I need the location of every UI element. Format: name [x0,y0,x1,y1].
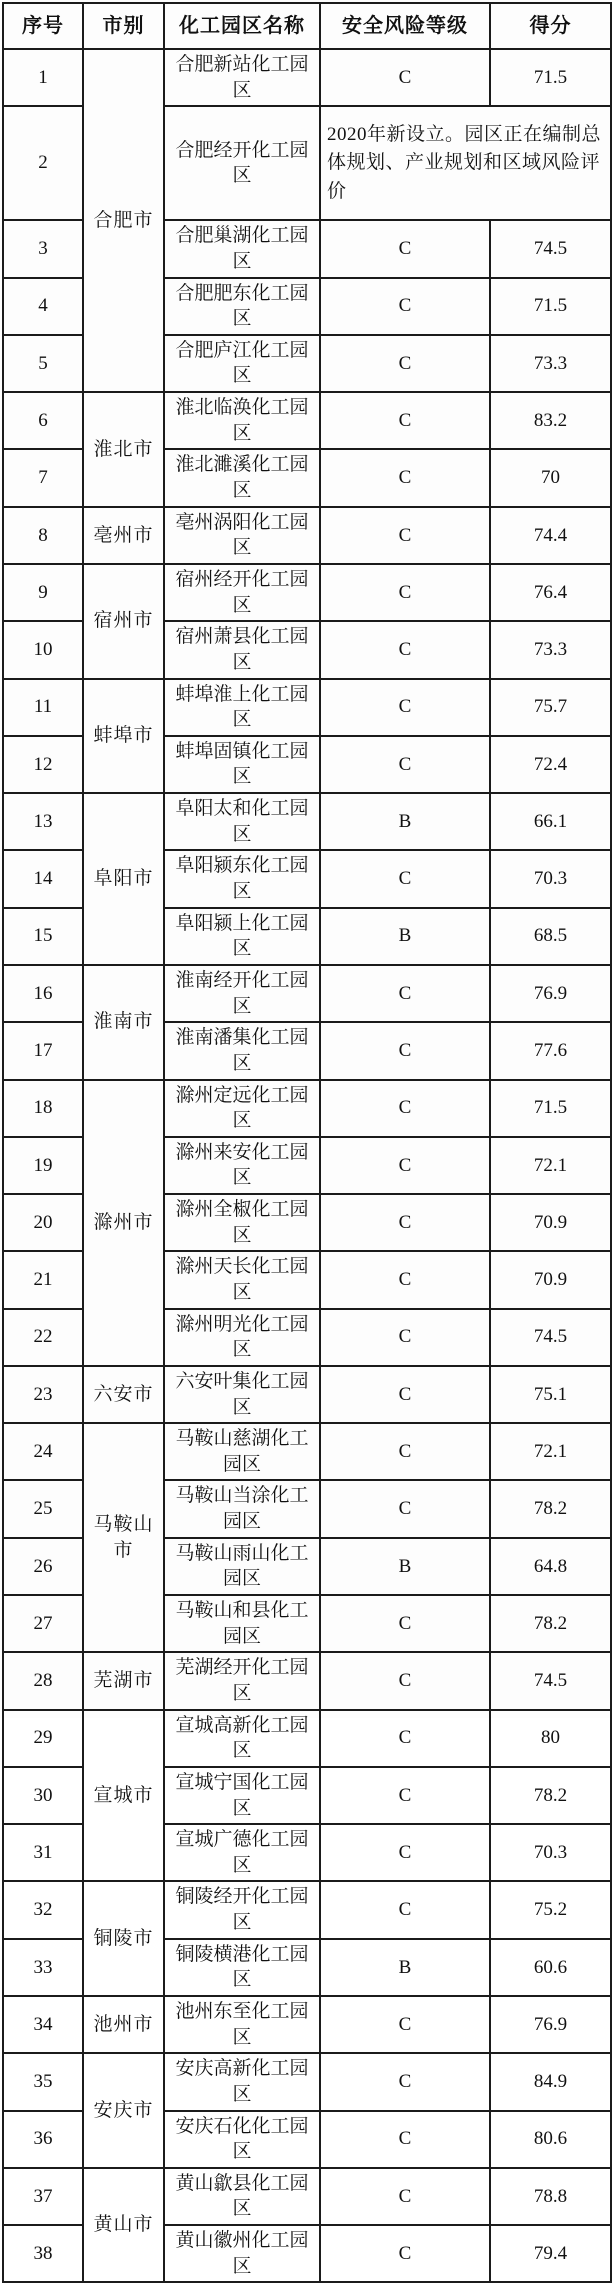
city-cell: 黄山市 [83,2168,164,2283]
serial-cell: 33 [3,1939,83,1996]
park-name-cell: 宿州萧县化工园区 [164,621,320,678]
risk-level-cell: C [320,1366,490,1423]
table-row [3,49,611,106]
score-cell: 72.1 [490,1137,611,1194]
serial-cell: 25 [3,1480,83,1537]
park-name-cell: 黄山徽州化工园区 [164,2225,320,2282]
serial-cell: 23 [3,1366,83,1423]
column-header-serial: 序号 [3,3,83,49]
risk-level-cell: C [320,278,490,335]
park-name-cell: 阜阳颍上化工园区 [164,908,320,965]
risk-level-cell: C [320,2225,490,2282]
park-name-cell: 淮北濉溪化工园区 [164,449,320,506]
score-cell: 78.8 [490,2168,611,2225]
park-name-cell: 滁州全椒化工园区 [164,1194,320,1251]
table-row [3,564,611,621]
park-name-cell: 亳州涡阳化工园区 [164,507,320,564]
serial-cell: 13 [3,793,83,850]
column-header-city: 市别 [83,3,164,49]
risk-level-cell: C [320,1710,490,1767]
score-cell: 84.9 [490,2053,611,2110]
table-row [3,965,611,1022]
city-cell: 宣城市 [83,1710,164,1882]
city-cell: 宿州市 [83,564,164,679]
park-name-cell: 宣城广德化工园区 [164,1824,320,1881]
table-row [3,1366,611,1423]
serial-cell: 14 [3,850,83,907]
table-row [3,1710,611,1767]
risk-level-cell: C [320,736,490,793]
risk-level-cell: C [320,1022,490,1079]
serial-cell: 37 [3,2168,83,2225]
score-cell: 60.6 [490,1939,611,1996]
risk-level-cell: C [320,1137,490,1194]
risk-level-cell: C [320,335,490,392]
park-name-cell: 宣城高新化工园区 [164,1710,320,1767]
risk-level-cell: C [320,1881,490,1938]
park-name-cell: 马鞍山当涂化工园区 [164,1480,320,1537]
score-cell: 71.5 [490,49,611,106]
risk-level-cell: C [320,449,490,506]
risk-level-cell: C [320,850,490,907]
score-cell: 74.5 [490,220,611,277]
score-cell: 66.1 [490,793,611,850]
serial-cell: 24 [3,1423,83,1480]
risk-level-cell: C [320,2111,490,2168]
table-row [3,2053,611,2110]
serial-cell: 20 [3,1194,83,1251]
score-cell: 78.2 [490,1767,611,1824]
header-row [3,3,611,49]
serial-cell: 26 [3,1538,83,1595]
risk-level-cell: C [320,1080,490,1137]
park-name-cell: 蚌埠淮上化工园区 [164,679,320,736]
risk-level-cell: C [320,2168,490,2225]
note-cell: 2020年新设立。园区正在编制总体规划、产业规划和区域风险评价 [320,106,611,220]
serial-cell: 22 [3,1309,83,1366]
score-cell: 73.3 [490,335,611,392]
serial-cell: 28 [3,1652,83,1709]
serial-cell: 18 [3,1080,83,1137]
park-name-cell: 安庆高新化工园区 [164,2053,320,2110]
park-name-cell: 合肥庐江化工园区 [164,335,320,392]
serial-cell: 36 [3,2111,83,2168]
risk-level-cell: C [320,1824,490,1881]
table-row [3,1423,611,1480]
risk-level-cell: C [320,1652,490,1709]
risk-level-cell: C [320,564,490,621]
score-cell: 75.7 [490,679,611,736]
table-row [3,679,611,736]
serial-cell: 35 [3,2053,83,2110]
city-cell: 蚌埠市 [83,679,164,794]
park-name-cell: 芜湖经开化工园区 [164,1652,320,1709]
serial-cell: 19 [3,1137,83,1194]
park-name-cell: 滁州定远化工园区 [164,1080,320,1137]
score-cell: 71.5 [490,1080,611,1137]
park-name-cell: 合肥新站化工园区 [164,49,320,106]
risk-level-cell: C [320,1480,490,1537]
serial-cell: 27 [3,1595,83,1652]
park-name-cell: 滁州明光化工园区 [164,1309,320,1366]
serial-cell: 15 [3,908,83,965]
score-cell: 70.9 [490,1251,611,1308]
score-cell: 83.2 [490,392,611,449]
risk-level-cell: C [320,392,490,449]
serial-cell: 11 [3,679,83,736]
park-name-cell: 宣城宁国化工园区 [164,1767,320,1824]
risk-level-cell: C [320,1767,490,1824]
park-name-cell: 铜陵经开化工园区 [164,1881,320,1938]
park-name-cell: 淮南潘集化工园区 [164,1022,320,1079]
score-cell: 70.3 [490,850,611,907]
serial-cell: 29 [3,1710,83,1767]
risk-level-cell: C [320,1194,490,1251]
column-header-risk-level: 安全风险等级 [320,3,490,49]
serial-cell: 38 [3,2225,83,2282]
score-cell: 71.5 [490,278,611,335]
city-cell: 淮北市 [83,392,164,507]
park-name-cell: 合肥巢湖化工园区 [164,220,320,277]
park-name-cell: 安庆石化化工园区 [164,2111,320,2168]
score-cell: 74.4 [490,507,611,564]
park-name-cell: 马鞍山慈湖化工园区 [164,1423,320,1480]
serial-cell: 31 [3,1824,83,1881]
risk-level-cell: C [320,2053,490,2110]
score-cell: 75.2 [490,1881,611,1938]
score-cell: 78.2 [490,1595,611,1652]
park-name-cell: 阜阳颍东化工园区 [164,850,320,907]
risk-level-cell: C [320,49,490,106]
city-cell: 马鞍山市 [83,1423,164,1652]
risk-level-cell: C [320,1595,490,1652]
score-cell: 79.4 [490,2225,611,2282]
risk-level-cell: B [320,793,490,850]
score-cell: 72.1 [490,1423,611,1480]
city-cell: 六安市 [83,1366,164,1423]
table-body [3,49,611,2282]
city-cell: 铜陵市 [83,1881,164,1996]
serial-cell: 16 [3,965,83,1022]
score-cell: 70.9 [490,1194,611,1251]
column-header-park-name: 化工园区名称 [164,3,320,49]
risk-level-cell: B [320,908,490,965]
serial-cell: 10 [3,621,83,678]
city-cell: 阜阳市 [83,793,164,965]
serial-cell: 8 [3,507,83,564]
score-cell: 64.8 [490,1538,611,1595]
risk-level-cell: C [320,965,490,1022]
serial-cell: 5 [3,335,83,392]
serial-cell: 7 [3,449,83,506]
park-name-cell: 合肥经开化工园区 [164,106,320,220]
risk-level-cell: C [320,1423,490,1480]
score-cell: 77.6 [490,1022,611,1079]
risk-level-cell: C [320,507,490,564]
score-cell: 78.2 [490,1480,611,1537]
park-name-cell: 黄山歙县化工园区 [164,2168,320,2225]
serial-cell: 30 [3,1767,83,1824]
park-name-cell: 池州东至化工园区 [164,1996,320,2053]
serial-cell: 21 [3,1251,83,1308]
table-row [3,1080,611,1137]
park-name-cell: 阜阳太和化工园区 [164,793,320,850]
park-name-cell: 滁州来安化工园区 [164,1137,320,1194]
risk-level-cell: B [320,1538,490,1595]
risk-level-cell: C [320,1996,490,2053]
risk-level-cell: B [320,1939,490,1996]
city-cell: 亳州市 [83,507,164,564]
table-row [3,392,611,449]
city-cell: 池州市 [83,1996,164,2053]
risk-level-cell: C [320,1251,490,1308]
park-name-cell: 铜陵横港化工园区 [164,1939,320,1996]
serial-cell: 32 [3,1881,83,1938]
score-cell: 68.5 [490,908,611,965]
score-cell: 73.3 [490,621,611,678]
serial-cell: 3 [3,220,83,277]
score-cell: 75.1 [490,1366,611,1423]
park-name-cell: 六安叶集化工园区 [164,1366,320,1423]
column-header-score: 得分 [490,3,611,49]
table-row [3,2168,611,2225]
table-row [3,1996,611,2053]
city-cell: 芜湖市 [83,1652,164,1709]
serial-cell: 2 [3,106,83,220]
park-name-cell: 马鞍山和县化工园区 [164,1595,320,1652]
risk-level-cell: C [320,679,490,736]
city-cell: 合肥市 [83,49,164,392]
score-cell: 76.9 [490,1996,611,2053]
serial-cell: 6 [3,392,83,449]
serial-cell: 34 [3,1996,83,2053]
serial-cell: 1 [3,49,83,106]
park-name-cell: 淮南经开化工园区 [164,965,320,1022]
score-cell: 70 [490,449,611,506]
serial-cell: 9 [3,564,83,621]
score-cell: 72.4 [490,736,611,793]
risk-level-cell: C [320,1309,490,1366]
risk-level-cell: C [320,220,490,277]
score-cell: 74.5 [490,1652,611,1709]
score-cell: 70.3 [490,1824,611,1881]
score-cell: 74.5 [490,1309,611,1366]
serial-cell: 12 [3,736,83,793]
serial-cell: 4 [3,278,83,335]
score-cell: 76.4 [490,564,611,621]
park-name-cell: 马鞍山雨山化工园区 [164,1538,320,1595]
score-cell: 80 [490,1710,611,1767]
table-row [3,507,611,564]
park-name-cell: 宿州经开化工园区 [164,564,320,621]
city-cell: 滁州市 [83,1080,164,1366]
table-row [3,1652,611,1709]
serial-cell: 17 [3,1022,83,1079]
city-cell: 淮南市 [83,965,164,1080]
risk-level-cell: C [320,621,490,678]
table-row [3,1881,611,1938]
park-name-cell: 淮北临涣化工园区 [164,392,320,449]
table-row [3,793,611,850]
score-cell: 80.6 [490,2111,611,2168]
park-name-cell: 合肥肥东化工园区 [164,278,320,335]
chemical-park-risk-table [2,2,612,2283]
park-name-cell: 蚌埠固镇化工园区 [164,736,320,793]
city-cell: 安庆市 [83,2053,164,2168]
park-name-cell: 滁州天长化工园区 [164,1251,320,1308]
score-cell: 76.9 [490,965,611,1022]
